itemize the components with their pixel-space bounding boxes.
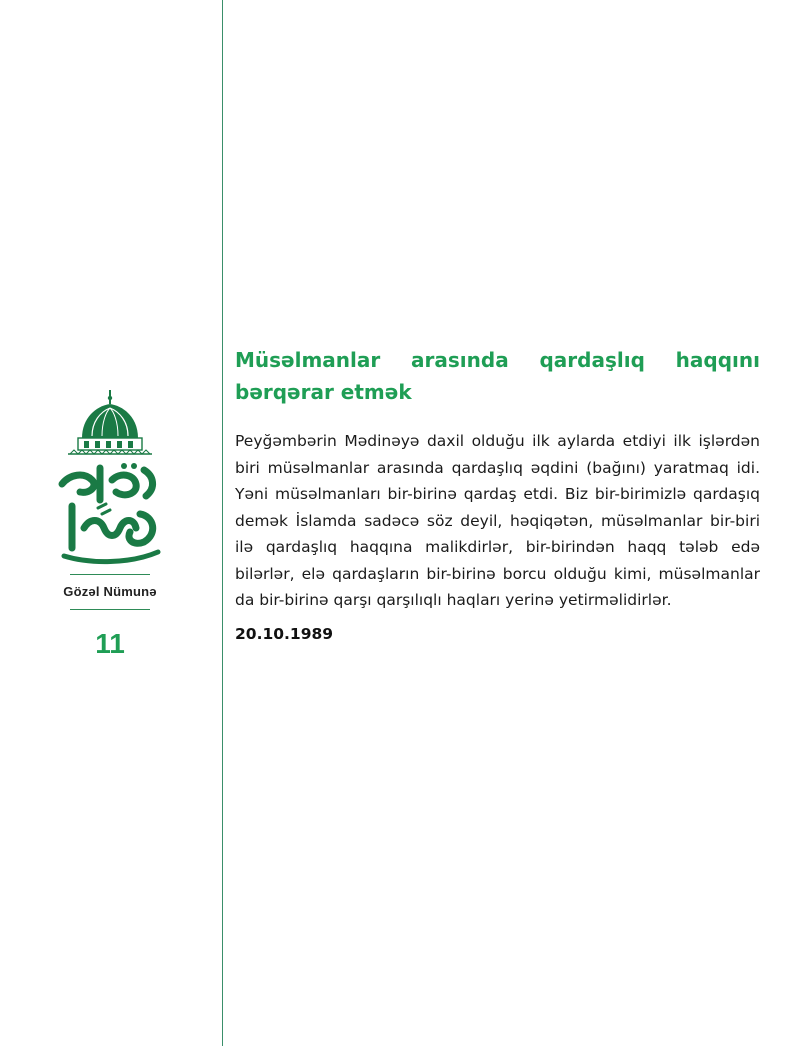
vertical-divider	[222, 0, 223, 1046]
mosque-dome-calligraphy-logo-icon	[40, 388, 180, 570]
logo-caption: Gözəl Nümunə	[63, 584, 157, 599]
article	[235, 344, 760, 643]
article-body: Peyğəmbərin Mədinəyə daxil olduğu ilk aylarda etdiyi ilk işlərdən biri müsəlmanlar arasında qardaşlıq əqdini (bağını) yaratmaq idi. Yəni müsəlmanları bir-birinə qardaş etdi. Biz bir-birimizlə qardaşıq demək İslamda sadəcə söz deyil, həqiqətən, müsəlmanlar bir-biri ilə qardaşlıq haqqına malikdirlər, bir-birindən haqq tələb edə bilərlər, elə qardaşların bir-birinə borcu olduğu kimi, müsəlmanlar da bir-birinə qarşı qarşılıqlı haqları yerinə yetirməlidirlər.	[235, 432, 760, 609]
article-title: Müsəlmanlar arasında qardaşlıq haqqını bərqərar etmək	[235, 348, 760, 404]
article-date: 20.10.1989	[235, 624, 334, 643]
page-number: 11	[95, 628, 125, 659]
logo-rule-bottom	[70, 609, 150, 610]
logo	[40, 388, 180, 570]
logo-rule-top	[70, 574, 150, 575]
